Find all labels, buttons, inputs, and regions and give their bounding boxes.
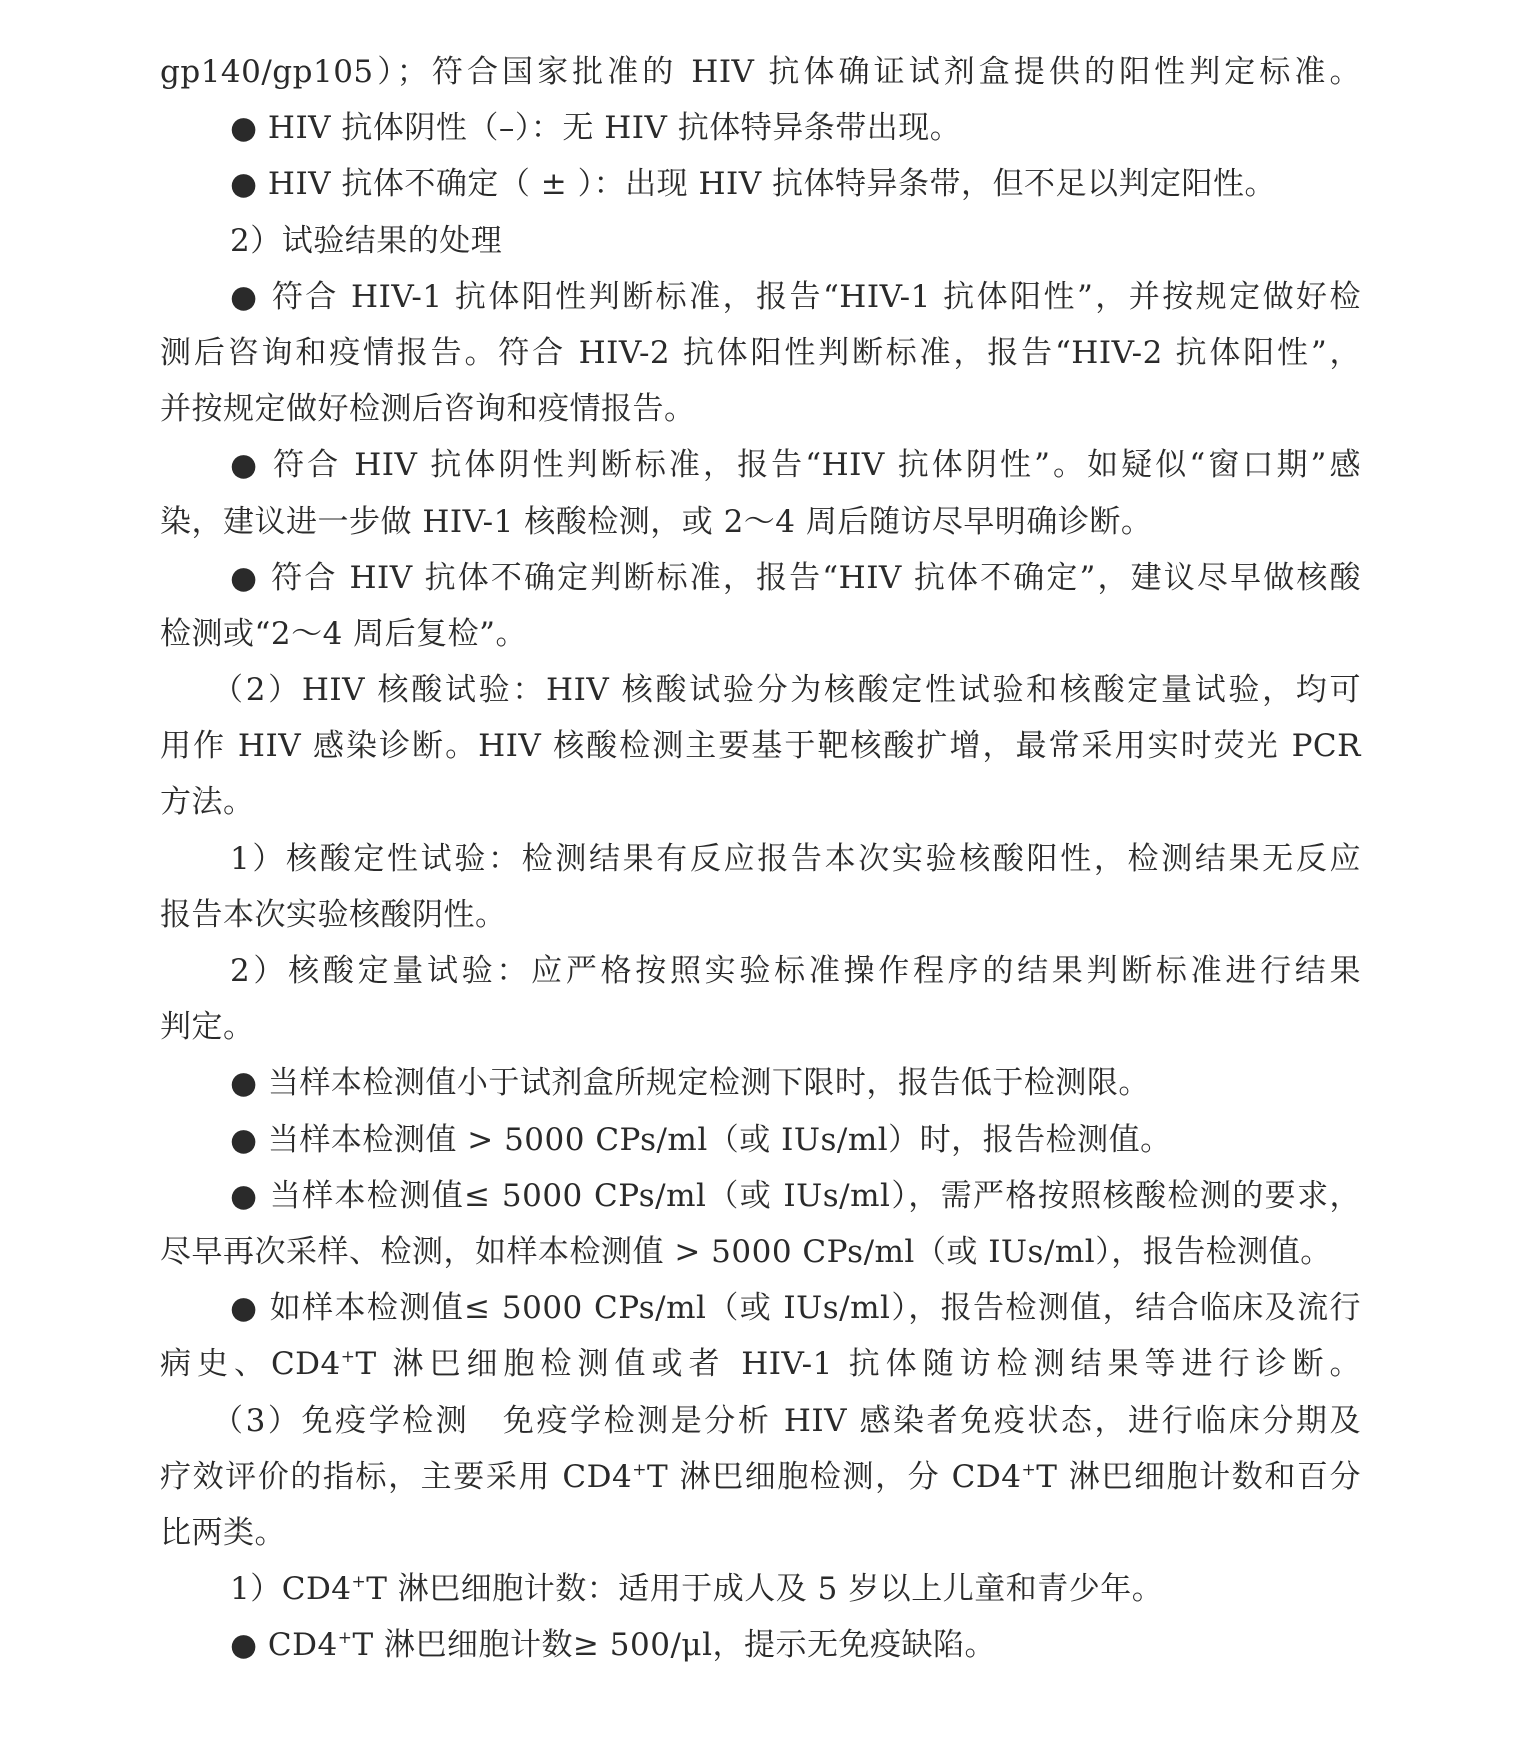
text-span: ● CD4	[230, 1627, 338, 1664]
section-line: （3）免疫学检测 免疫学检测是分析 HIV 感染者免疫状态，进行临床分期及	[212, 1402, 1361, 1439]
subheading-line: 1）核酸定性试验：检测结果有反应报告本次实验核酸阳性，检测结果无反应	[230, 840, 1361, 877]
text-span: T 淋巴细胞计数和百分	[1036, 1458, 1362, 1495]
bullet-line: ● 当样本检测值小于试剂盒所规定检测下限时，报告低于检测限。	[230, 1065, 1150, 1102]
subheading-line: 2）试验结果的处理	[230, 222, 503, 259]
text-line: 尽早再次采样、检测，如样本检测值 > 5000 CPs/ml（或 IUs/ml），报告检测值。	[160, 1233, 1332, 1270]
text-line: 检测或“2～4 周后复检”。	[160, 615, 527, 652]
superscript-plus: +	[1021, 1459, 1037, 1480]
subheading-line	[160, 1561, 1361, 1617]
section-line: （2）HIV 核酸试验：HIV 核酸试验分为核酸定性试验和核酸定量试验，均可	[212, 672, 1361, 709]
text-line: 染，建议进一步做 HIV-1 核酸检测，或 2～4 周后随访尽早明确诊断。	[160, 503, 1153, 540]
text-line: 判定。	[160, 1009, 255, 1046]
text-line	[160, 1336, 1361, 1392]
bullet-line: ● HIV 抗体不确定（ ± ）：出现 HIV 抗体特异条带，但不足以判定阳性。	[230, 166, 1276, 203]
text-line: 报告本次实验核酸阴性。	[160, 896, 507, 933]
text-span: T 淋巴细胞检测，分 CD4	[646, 1458, 1022, 1495]
text-line: 测后咨询和疫情报告。符合 HIV-2 抗体阳性判断标准，报告“HIV-2 抗体阳性”，	[160, 334, 1361, 371]
superscript-plus: +	[632, 1459, 647, 1480]
superscript-plus: +	[337, 1628, 353, 1649]
bullet-line: ● 当样本检测值≤ 5000 CPs/ml（或 IUs/ml），需严格按照核酸检测的要求，	[230, 1177, 1361, 1214]
text-line	[160, 1449, 1361, 1505]
text-line: 并按规定做好检测后咨询和疫情报告。	[160, 391, 696, 428]
superscript-plus: +	[340, 1347, 356, 1368]
bullet-line: ● 如样本检测值≤ 5000 CPs/ml（或 IUs/ml），报告检测值，结合临床及流行	[230, 1290, 1361, 1327]
subheading-line: 2）核酸定量试验：应严格按照实验标准操作程序的结果判断标准进行结果	[230, 953, 1361, 989]
bullet-line: ● 符合 HIV 抗体阴性判断标准，报告“HIV 抗体阴性”。如疑似“窗口期”感	[230, 447, 1361, 484]
text-line: gp140/gp105）；符合国家批准的 HIV 抗体确证试剂盒提供的阳性判定标准。	[160, 54, 1361, 90]
bullet-line: ● 符合 HIV-1 抗体阳性判断标准，报告“HIV-1 抗体阳性”，并按规定做好检	[230, 278, 1361, 315]
superscript-plus: +	[351, 1572, 367, 1593]
text-line: 比两类。	[160, 1514, 286, 1551]
text-span: T 淋巴细胞检测值或者 HIV-1 抗体随访检测结果等进行诊断。	[355, 1346, 1361, 1383]
text-line: 方法。	[160, 784, 255, 821]
bullet-line: ● HIV 抗体阴性（–）：无 HIV 抗体特异条带出现。	[230, 110, 962, 147]
text-span: 1）CD4	[230, 1571, 352, 1608]
text-span: T 淋巴细胞计数：适用于成人及 5 岁以上儿童和青少年。	[366, 1571, 1164, 1608]
bullet-line: ● 当样本检测值 > 5000 CPs/ml（或 IUs/ml）时，报告检测值。	[230, 1121, 1172, 1158]
text-span: 病史、CD4	[160, 1346, 341, 1383]
bullet-line: ● 符合 HIV 抗体不确定判断标准，报告“HIV 抗体不确定”，建议尽早做核酸	[230, 559, 1361, 596]
bullet-line	[160, 1617, 1361, 1673]
text-line: 用作 HIV 感染诊断。HIV 核酸检测主要基于靶核酸扩增，最常采用实时荧光 PCR	[160, 728, 1361, 765]
text-span: 疗效评价的指标，主要采用 CD4	[160, 1458, 633, 1495]
text-span: T 淋巴细胞计数≥ 500/μl，提示无免疫缺陷。	[352, 1627, 996, 1664]
